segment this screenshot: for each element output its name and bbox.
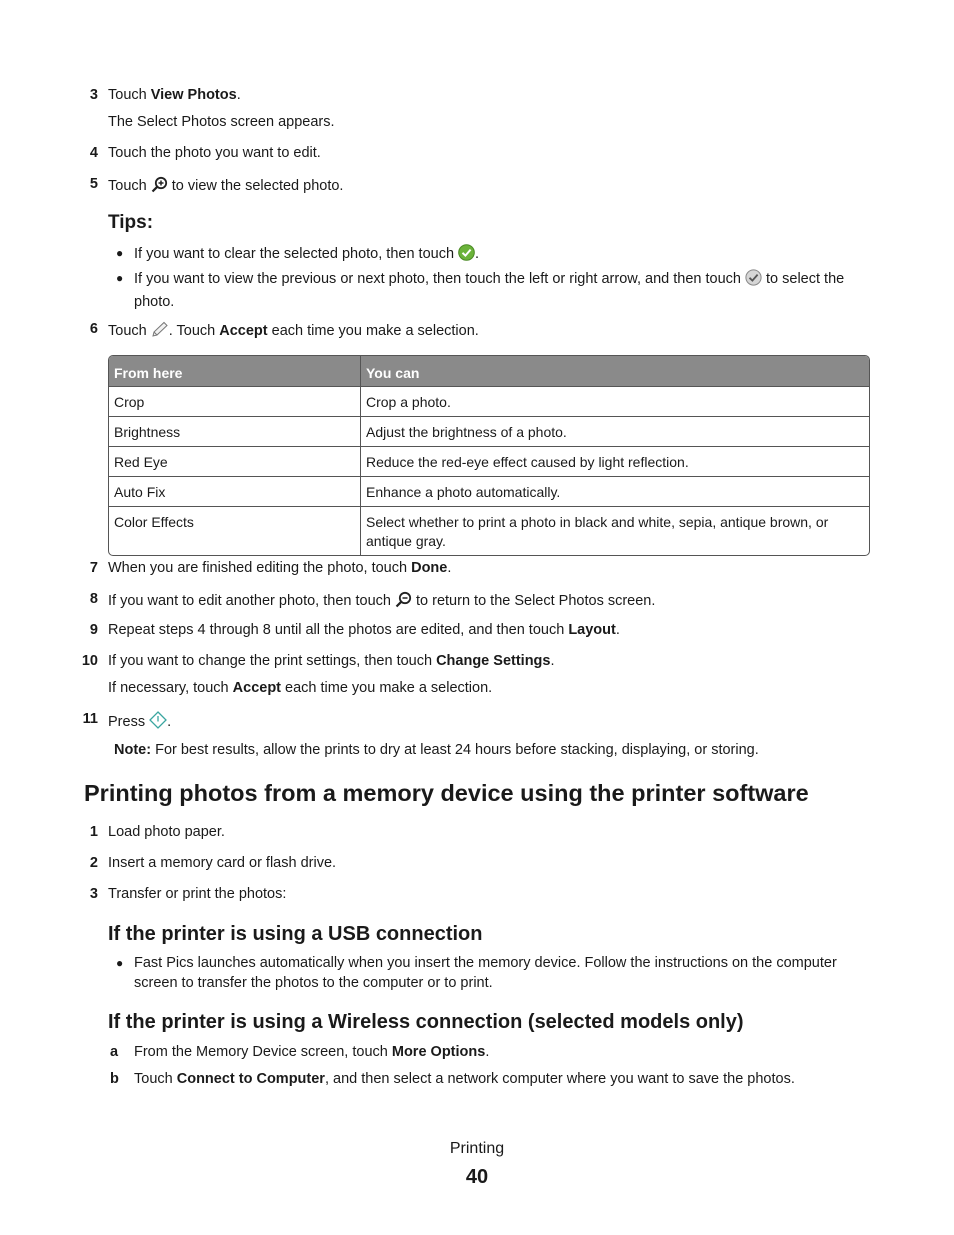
- bullet-dot: ●: [116, 271, 124, 285]
- tip-item: If you want to view the previous or next photo, then touch the left or right arrow, and then touch to select the photo.: [134, 271, 845, 310]
- step-number: 1: [89, 824, 98, 840]
- table-cell: Color Effects: [109, 506, 360, 555]
- substep-text: Touch Connect to Computer, and then select a network computer where you want to save the photos.: [134, 1071, 795, 1087]
- table-row: [109, 506, 869, 555]
- step-number: 8: [89, 591, 98, 607]
- note: Note: For best results, allow the prints to dry at least 24 hours before stacking, displaying, or storing.: [114, 742, 759, 758]
- table-cell: Select whether to print a photo in black and white, sepia, antique brown, or antique gray.: [360, 506, 869, 555]
- zoom-out-icon: [395, 591, 412, 612]
- table-cell: Crop a photo.: [360, 386, 869, 416]
- step-text: If you want to change the print settings, then touch Change Settings.: [108, 653, 555, 669]
- edit-options-table: [108, 355, 870, 556]
- step-subtext: The Select Photos screen appears.: [108, 114, 335, 130]
- step-number: 4: [89, 145, 98, 161]
- step-text: Repeat steps 4 through 8 until all the photos are edited, and then touch Layout.: [108, 622, 620, 638]
- column-header: You can: [360, 356, 869, 386]
- step-number: 2: [89, 855, 98, 871]
- substep-letter: a: [110, 1044, 119, 1060]
- wireless-heading: If the printer is using a Wireless connection (selected models only): [108, 1011, 744, 1033]
- step-text: Touch to view the selected photo.: [108, 176, 343, 197]
- step-text: Touch . Touch Accept each time you make a selection.: [108, 321, 479, 342]
- table-cell: Auto Fix: [109, 476, 360, 506]
- substep-text: From the Memory Device screen, touch More Options.: [134, 1044, 490, 1060]
- step-number: 3: [89, 87, 98, 103]
- start-diamond-icon: [149, 711, 167, 733]
- usb-heading: If the printer is using a USB connection: [108, 923, 483, 945]
- step-text: If you want to edit another photo, then touch to return to the Select Photos screen.: [108, 591, 655, 612]
- table-cell: Brightness: [109, 416, 360, 446]
- table-cell: Red Eye: [109, 446, 360, 476]
- table-row: [109, 446, 869, 476]
- step-text: Load photo paper.: [108, 824, 225, 840]
- bullet-dot: ●: [116, 956, 124, 970]
- step-text: Transfer or print the photos:: [108, 886, 287, 902]
- gray-check-icon: [745, 269, 762, 292]
- step-text: When you are finished editing the photo, touch Done.: [108, 560, 452, 576]
- page-number: 40: [465, 1166, 489, 1188]
- step-number: 10: [81, 653, 98, 669]
- pencil-icon: [151, 321, 169, 342]
- zoom-in-icon: [151, 176, 168, 197]
- step-number: 6: [89, 321, 98, 337]
- step-number: 5: [89, 176, 98, 192]
- step-text: Insert a memory card or flash drive.: [108, 855, 337, 871]
- substep-letter: b: [110, 1071, 119, 1087]
- step-text: Touch the photo you want to edit.: [108, 145, 321, 161]
- table-row: [109, 386, 869, 416]
- bullet-dot: ●: [116, 246, 124, 260]
- table-header-row: [109, 356, 869, 386]
- tips-heading: Tips:: [108, 212, 154, 233]
- footer-chapter: Printing: [449, 1140, 505, 1157]
- usb-bullet-text: Fast Pics launches automatically when you insert the memory device. Follow the instructions on the computer screen to transfer the photos to the computer or to print.: [134, 955, 837, 991]
- table-row: [109, 416, 869, 446]
- step-text: Touch View Photos.: [108, 87, 241, 103]
- tip-item: If you want to clear the selected photo, then touch .: [134, 244, 874, 267]
- step-text: Press .: [108, 711, 171, 733]
- green-check-icon: [458, 244, 475, 267]
- section-title: Printing photos from a memory device using the printer software: [84, 780, 809, 806]
- table-cell: Reduce the red-eye effect caused by light reflection.: [360, 446, 869, 476]
- step-number: 7: [89, 560, 98, 576]
- step-number: 3: [89, 886, 98, 902]
- table-cell: Crop: [109, 386, 360, 416]
- table-row: [109, 476, 869, 506]
- table-cell: Adjust the brightness of a photo.: [360, 416, 869, 446]
- table-cell: Enhance a photo automatically.: [360, 476, 869, 506]
- step-number: 9: [89, 622, 98, 638]
- step-subtext: If necessary, touch Accept each time you make a selection.: [108, 680, 493, 696]
- column-header: From here: [109, 356, 360, 386]
- step-number: 11: [82, 711, 98, 727]
